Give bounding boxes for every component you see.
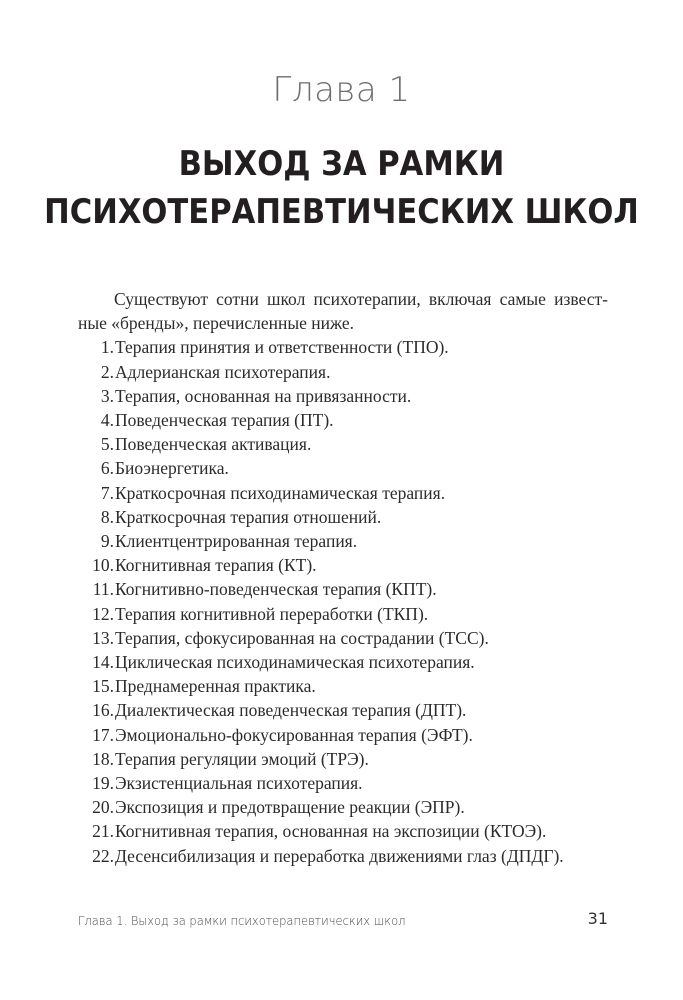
list-item-number-text: 9.: [100, 531, 114, 552]
list-item-number-text: 17.: [92, 724, 114, 745]
list-item: [78, 650, 608, 674]
list-item: [78, 674, 608, 698]
list-item-number-text: 11.: [92, 579, 114, 600]
intro-paragraph: Существуют сотни школ психотерапии, включая самые извест-ные «бренды», перечисленные ниже.: [78, 289, 608, 334]
list-item-number-text: 16.: [92, 700, 114, 721]
list-item-text: Циклическая психодинамическая психотерапия.: [115, 652, 475, 673]
list-item: [78, 771, 608, 795]
list-item-text: Когнитивная терапия (КТ).: [115, 555, 317, 576]
list-item-number: [78, 529, 114, 553]
list-item-number-text: 20.: [92, 797, 114, 818]
list-item-number: [78, 408, 114, 432]
list-item: [78, 819, 608, 843]
list-item-number: [78, 360, 114, 384]
list-item-number-text: 8.: [100, 506, 114, 527]
list-item-number-text: 6.: [100, 458, 114, 479]
list-item: [78, 602, 608, 626]
list-item-number: [78, 795, 114, 819]
list-item: [78, 723, 608, 747]
list-item-number: [78, 553, 114, 577]
list-item-text: Эмоционально-фокусированная терапия (ЭФТ).: [115, 724, 473, 745]
list-item-number: [78, 650, 114, 674]
list-item: [78, 844, 608, 868]
list-item-number: [78, 505, 114, 529]
list-item-text: Терапия когнитивной переработки (ТКП).: [115, 603, 429, 624]
list-item-number-text: 12.: [92, 603, 114, 624]
chapter-title: [34, 140, 649, 236]
list-item-number: [78, 384, 114, 408]
list-item-number-text: 19.: [92, 773, 114, 794]
list-item: [78, 529, 608, 553]
list-item: [78, 481, 608, 505]
list-item-number: [78, 674, 114, 698]
list-item-number-text: 5.: [100, 434, 114, 455]
body-text: [78, 287, 608, 868]
list-item-text: Когнитивная терапия, основанная на экспозиции (КТОЭ).: [115, 821, 547, 842]
list-item-text: Краткосрочная психодинамическая терапия.: [115, 482, 446, 503]
list-item: [78, 698, 608, 722]
list-item-number-text: 10.: [92, 555, 114, 576]
list-item: [78, 505, 608, 529]
list-item-number-text: 2.: [100, 361, 114, 382]
list-item: [78, 577, 608, 601]
list-item: [78, 747, 608, 771]
list-item-text: Терапия принятия и ответственности (ТПО).: [115, 337, 449, 358]
list-item-text: Экспозиция и предотвращение реакции (ЭПР).: [115, 797, 465, 818]
list-item: [78, 553, 608, 577]
list-item-number-text: 1.: [100, 337, 114, 358]
list-item-text: Десенсибилизация и переработка движениями глаз (ДПДГ).: [115, 845, 564, 866]
list-item-number-text: 4.: [100, 410, 114, 431]
list-item-text: Клиентцентрированная терапия.: [115, 531, 358, 552]
list-item-number: [78, 481, 114, 505]
list-item: [78, 384, 608, 408]
list-item-number: [78, 577, 114, 601]
list-item-number-text: 21.: [92, 821, 114, 842]
list-item-number: [78, 819, 114, 843]
list-item-text: Диалектическая поведенческая терапия (ДПТ).: [115, 700, 467, 721]
list-item-number-text: 14.: [92, 652, 114, 673]
list-item-number: [78, 626, 114, 650]
list-item-text: Терапия, сфокусированная на сострадании (ТСС).: [115, 627, 489, 648]
list-item-text: Биоэнергетика.: [115, 458, 229, 479]
list-item-text: Когнитивно-поведенческая терапия (КПТ).: [115, 579, 437, 600]
list-item-number-text: 15.: [92, 676, 114, 697]
list-item-number-text: 7.: [100, 482, 114, 503]
list-item-number: [78, 335, 114, 359]
list-item-number: [78, 698, 114, 722]
list-item-number: [78, 602, 114, 626]
intro: [78, 287, 608, 335]
list-item-number-text: 3.: [100, 385, 114, 406]
list-item-number: [78, 723, 114, 747]
list-item-number-text: 13.: [92, 627, 114, 648]
running-title: Глава 1. Выход за рамки психотерапевтических школ: [78, 913, 406, 928]
list-item-number: [78, 844, 114, 868]
list-item: [78, 360, 608, 384]
list-item-text: Адлерианская психотерапия.: [115, 361, 331, 382]
chapter-title-line-2: ПСИХОТЕРАПЕВТИЧЕСКИХ ШКОЛ: [44, 192, 639, 232]
list-item-number-text: 22.: [92, 845, 114, 866]
chapter-title-line-1: ВЫХОД ЗА РАМКИ: [178, 144, 505, 184]
list-item-number: [78, 432, 114, 456]
list-item-text: Краткосрочная терапия отношений.: [115, 506, 382, 527]
list-item: [78, 626, 608, 650]
list-item-number: [78, 771, 114, 795]
list-item: [78, 335, 608, 359]
list-item-text: Поведенческая активация.: [115, 434, 312, 455]
list-item-text: Преднамеренная практика.: [115, 676, 316, 697]
list-item-text: Терапия регуляции эмоций (ТРЭ).: [115, 748, 369, 769]
schools-list: [78, 335, 608, 867]
list-item: [78, 408, 608, 432]
list-item: [78, 432, 608, 456]
list-item-number: [78, 747, 114, 771]
list-item: [78, 456, 608, 480]
list-item: [78, 795, 608, 819]
list-item-number: [78, 456, 114, 480]
list-item-text: Терапия, основанная на привязанности.: [115, 385, 412, 406]
page-number: 31: [587, 909, 608, 928]
list-item-number-text: 18.: [92, 748, 114, 769]
list-item-text: Экзистенциальная психотерапия.: [115, 773, 363, 794]
list-item-text: Поведенческая терапия (ПТ).: [115, 410, 334, 431]
chapter-label: Глава 1: [272, 70, 411, 110]
